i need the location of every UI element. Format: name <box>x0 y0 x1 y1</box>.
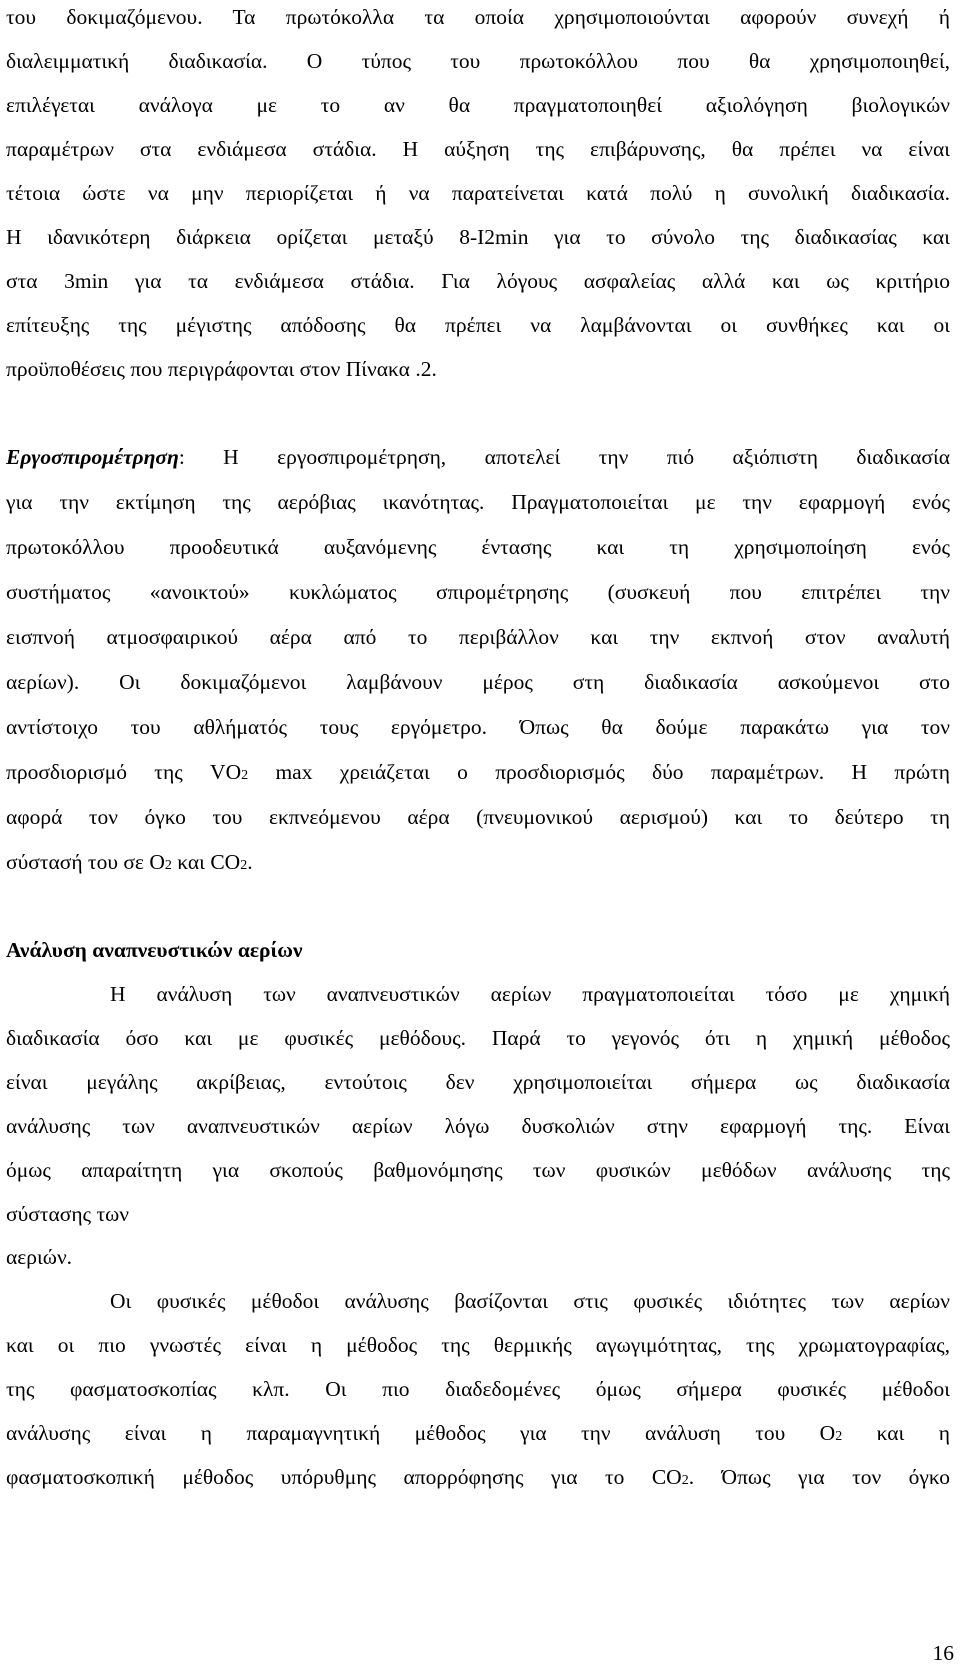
text-line: διαδικασία όσο και με φυσικές μεθόδους. Παρά το γεγονός ότι η χημική μέθοδος <box>6 1026 950 1050</box>
text-line: πρωτοκόλλου προοδευτικά αυξανόμενης έντασης και τη χρησιμοποίηση ενός <box>6 535 950 559</box>
subscript: 2 <box>241 768 249 783</box>
text-line <box>6 757 950 787</box>
text-run: max χρειάζεται ο προσδιορισμός δύο παραμέτρων. Η πρώτη <box>248 760 950 784</box>
text-line <box>6 847 950 877</box>
term-ergospirometry: Εργοσπιρομέτρηση <box>6 445 179 469</box>
section-heading: Ανάλυση αναπνευστικών αερίων <box>6 938 303 962</box>
text-line: σύστασης των <box>6 1202 129 1226</box>
text-line: για την εκτίμηση της αερόβιας ικανότητας. Πραγματοποιείται με την εφαρμογή ενός <box>6 490 950 514</box>
text-line: Η ιδανικότερη διάρκεια ορίζεται μεταξύ 8-I2min για το σύνολο της διαδικασίας και <box>6 225 950 249</box>
text-line: του δοκιμαζόμενου. Τα πρωτόκολλα τα οποία χρησιμοποιούνται αφορούν συνεχή ή <box>6 5 950 29</box>
subscript: 2 <box>835 1429 843 1444</box>
text-run: και CO <box>171 850 241 874</box>
text-line <box>6 1418 950 1448</box>
text-line: όμως απαραίτητη για σκοπούς βαθμονόμησης των φυσικών μεθόδων ανάλυσης της <box>6 1158 950 1182</box>
text-run: ανάλυσης είναι η παραμαγνητική μέθοδος για την ανάλυση του O <box>6 1421 836 1445</box>
text-line: αντίστοιχο του αθλήματός τους εργόμετρο. Όπως θα δούμε παρακάτω για τον <box>6 715 950 739</box>
text-line: αερίων). Οι δοκιμαζόμενοι λαμβάνουν μέρος στη διαδικασία ασκούμενοι στο <box>6 670 950 694</box>
text-run: και η <box>842 1421 950 1445</box>
text-run: προσδιορισμό της VO <box>6 760 242 784</box>
text-line: εισπνοή ατμοσφαιρικού αέρα από το περιβάλλον και την εκπνοή στον αναλυτή <box>6 625 950 649</box>
text-run: : Η εργοσπιρομέτρηση, αποτελεί την πιό αξιόπιστη διαδικασία <box>178 445 950 469</box>
text-line: επιλέγεται ανάλογα με το αν θα πραγματοποιηθεί αξιολόγηση βιολογικών <box>6 93 950 117</box>
text-run: σύστασή του σε O <box>6 850 165 874</box>
subscript: 2 <box>164 858 172 873</box>
text-line: συστήματος «ανοικτού» κυκλώματος σπιρομέτρησης (συσκευή που επιτρέπει την <box>6 580 950 604</box>
text-run: . Όπως για τον όγκο <box>688 1465 951 1489</box>
text-line: Οι φυσικές μέθοδοι ανάλυσης βασίζονται στις φυσικές ιδιότητες των αερίων <box>110 1289 950 1313</box>
page-number: 16 <box>932 1641 954 1665</box>
subscript: 2 <box>240 858 248 873</box>
text-line: στα 3min για τα ενδιάμεσα στάδια. Για λόγους ασφαλείας αλλά και ως κριτήριο <box>6 269 950 293</box>
text-line: παραμέτρων στα ενδιάμεσα στάδια. Η αύξηση της επιβάρυνσης, θα πρέπει να είναι <box>6 137 950 161</box>
text-run: φασματοσκοπική μέθοδος υπόρυθμης απορρόφησης για το CO <box>6 1465 682 1489</box>
text-line <box>6 442 950 472</box>
text-run: . <box>247 850 253 874</box>
text-line: τέτοια ώστε να μην περιορίζεται ή να παρατείνεται κατά πολύ η συνολική διαδικασία. <box>6 181 950 205</box>
text-line: της φασματοσκοπίας κλπ. Οι πιο διαδεδομένες όμως σήμερα φυσικές μέθοδοι <box>6 1377 950 1401</box>
subscript: 2 <box>681 1473 689 1488</box>
text-line: ανάλυσης των αναπνευστικών αερίων λόγω δυσκολιών στην εφαρμογή της. Είναι <box>6 1114 950 1138</box>
text-line: προϋποθέσεις που περιγράφονται στον Πίνακα .2. <box>6 357 437 381</box>
text-line: επίτευξης της μέγιστης απόδοσης θα πρέπει να λαμβάνονται οι συνθήκες και οι <box>6 313 950 337</box>
text-line: Η ανάλυση των αναπνευστικών αερίων πραγματοποιείται τόσο με χημική <box>110 982 950 1006</box>
text-line: και οι πιο γνωστές είναι η μέθοδος της θερμικής αγωγιμότητας, της χρωματογραφίας, <box>6 1333 950 1357</box>
text-line: αεριών. <box>6 1245 73 1269</box>
text-line: διαλειμματική διαδικασία. Ο τύπος του πρωτοκόλλου που θα χρησιμοποιηθεί, <box>6 49 950 73</box>
text-line: αφορά τον όγκο του εκπνεόμενου αέρα (πνευμονικού αερισμού) και το δεύτερο τη <box>6 805 950 829</box>
text-line: είναι μεγάλης ακρίβειας, εντούτοις δεν χρησιμοποιείται σήμερα ως διαδικασία <box>6 1070 950 1094</box>
text-line <box>6 1462 950 1492</box>
